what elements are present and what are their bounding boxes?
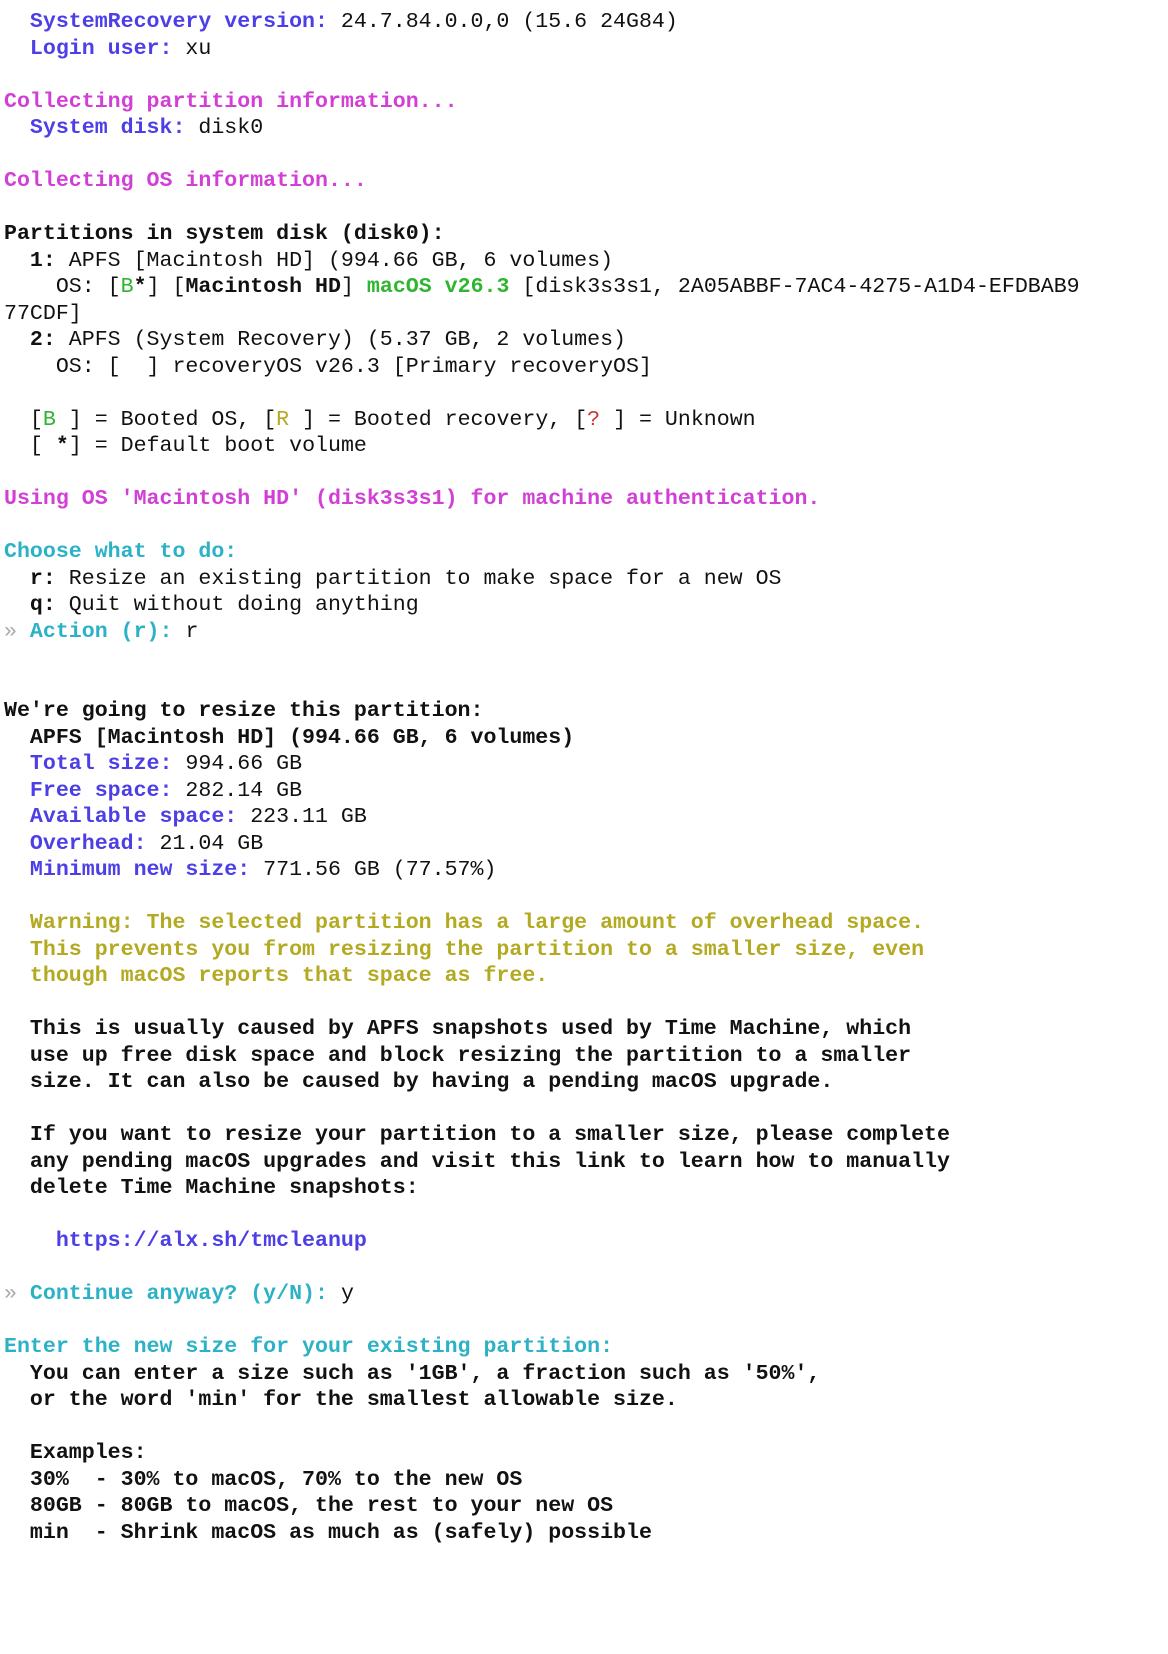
text-segment: This prevents you from resizing the partition to a smaller size, even bbox=[4, 937, 925, 962]
text-segment: OS: [ bbox=[4, 275, 121, 299]
text-segment: Login user: bbox=[4, 36, 173, 61]
terminal-line bbox=[4, 62, 1168, 89]
text-segment: ] bbox=[340, 275, 367, 299]
text-segment: 994.66 GB bbox=[172, 752, 303, 776]
terminal-line bbox=[4, 380, 1168, 407]
text-segment: 77CDF] bbox=[4, 301, 82, 326]
text-segment: B bbox=[42, 407, 56, 432]
text-segment: use up free disk space and block resizing the partition to a smaller bbox=[4, 1043, 912, 1068]
terminal-line bbox=[4, 221, 1168, 248]
terminal-line bbox=[4, 1414, 1168, 1441]
terminal-line bbox=[4, 619, 1168, 646]
terminal-line bbox=[4, 327, 1168, 354]
text-segment: ] = Booted OS, [ bbox=[55, 407, 277, 432]
terminal-line bbox=[4, 1520, 1168, 1547]
text-segment: 1: bbox=[4, 248, 56, 273]
terminal-line bbox=[4, 1122, 1168, 1149]
terminal-line bbox=[4, 1493, 1168, 1520]
terminal-line bbox=[4, 36, 1168, 63]
terminal-line bbox=[4, 486, 1168, 513]
prompt-marker-icon: » bbox=[4, 619, 17, 644]
terminal-line bbox=[4, 433, 1168, 460]
text-segment: Examples: bbox=[4, 1441, 147, 1465]
text-segment: 30% - 30% to macOS, 70% to the new OS bbox=[4, 1467, 523, 1492]
terminal-line bbox=[4, 539, 1168, 566]
text-segment: Collecting OS information... bbox=[4, 169, 367, 193]
terminal-line bbox=[4, 248, 1168, 275]
text-segment: Macintosh HD bbox=[185, 275, 341, 299]
text-segment: 282.14 GB bbox=[172, 778, 303, 803]
terminal-line bbox=[4, 1281, 1168, 1308]
text-segment: You can enter a size such as '1GB', a fraction such as '50%', bbox=[4, 1361, 821, 1386]
text-segment: 223.11 GB bbox=[237, 805, 367, 829]
text-segment: macOS v26.3 bbox=[366, 275, 510, 299]
text-segment: Choose what to do: bbox=[4, 540, 238, 564]
terminal-line bbox=[4, 1387, 1168, 1414]
terminal-line bbox=[4, 937, 1168, 964]
terminal-line bbox=[4, 778, 1168, 805]
text-segment: Continue anyway? (y/N): bbox=[16, 1282, 328, 1306]
text-segment: ] = Booted recovery, [ bbox=[289, 407, 588, 432]
text-segment: or the word 'min' for the smallest allowable size. bbox=[4, 1388, 678, 1412]
text-segment: SystemRecovery version: bbox=[4, 10, 328, 34]
text-segment: 80GB - 80GB to macOS, the rest to your new OS bbox=[4, 1494, 614, 1518]
text-segment: [ bbox=[4, 434, 56, 458]
terminal-line bbox=[4, 195, 1168, 222]
text-segment: q: bbox=[4, 593, 56, 617]
terminal-line bbox=[4, 804, 1168, 831]
text-segment: APFS [Macintosh HD] (994.66 GB, 6 volumes) bbox=[4, 725, 575, 750]
terminal-line bbox=[4, 592, 1168, 619]
text-segment: APFS (System Recovery) (5.37 GB, 2 volumes) bbox=[55, 328, 627, 352]
text-segment: 2: bbox=[4, 328, 56, 352]
terminal-line bbox=[4, 831, 1168, 858]
terminal-line bbox=[4, 513, 1168, 540]
text-segment: Resize an existing partition to make space for a new OS bbox=[55, 566, 782, 591]
text-segment: Available space: bbox=[4, 805, 238, 829]
terminal-line bbox=[4, 460, 1168, 487]
terminal-line bbox=[4, 1361, 1168, 1388]
terminal-line bbox=[4, 142, 1168, 169]
terminal-line bbox=[4, 9, 1168, 36]
text-segment: Quit without doing anything bbox=[55, 593, 419, 617]
text-segment: y bbox=[327, 1282, 354, 1306]
text-segment: 24.7.84.0.0,0 (15.6 24G84) bbox=[327, 10, 678, 34]
text-segment: Free space: bbox=[4, 778, 173, 803]
tmcleanup-link[interactable]: https://alx.sh/tmcleanup bbox=[55, 1229, 367, 1253]
text-segment: 21.04 GB bbox=[146, 831, 264, 856]
terminal-line bbox=[4, 751, 1168, 778]
terminal-line bbox=[4, 354, 1168, 381]
text-segment: B bbox=[120, 275, 134, 299]
text-segment: [ bbox=[4, 407, 43, 432]
text-segment: Total size: bbox=[4, 752, 173, 776]
text-segment: r bbox=[172, 619, 199, 644]
terminal-line bbox=[4, 1467, 1168, 1494]
text-segment bbox=[4, 1229, 56, 1253]
terminal-line bbox=[4, 884, 1168, 911]
text-segment: size. It can also be caused by having a pending macOS upgrade. bbox=[4, 1070, 834, 1094]
text-segment: Minimum new size: bbox=[4, 858, 251, 882]
text-segment: disk0 bbox=[185, 116, 264, 140]
text-segment: r: bbox=[4, 566, 56, 591]
text-segment: [disk3s3s1, 2A05ABBF-7AC4-4275-A1D4-EFDBAB9 bbox=[509, 275, 1080, 299]
terminal-line bbox=[4, 407, 1168, 434]
terminal-line bbox=[4, 1308, 1168, 1335]
terminal-line bbox=[4, 698, 1168, 725]
terminal-line bbox=[4, 1334, 1168, 1361]
text-segment: ] [ bbox=[146, 275, 186, 299]
terminal-line bbox=[4, 1228, 1168, 1255]
text-segment: This is usually caused by APFS snapshots used by Time Machine, which bbox=[4, 1017, 912, 1041]
terminal-line bbox=[4, 566, 1168, 593]
terminal-line bbox=[4, 1255, 1168, 1282]
text-segment: Partitions in system disk (disk0): bbox=[4, 222, 445, 246]
text-segment: min - Shrink macOS as much as (safely) possible bbox=[4, 1520, 652, 1545]
text-segment: OS: [ ] recoveryOS v26.3 [Primary recoveryOS] bbox=[4, 354, 652, 379]
terminal-line bbox=[4, 89, 1168, 116]
text-segment: * bbox=[133, 275, 147, 299]
terminal-output bbox=[4, 9, 1168, 1546]
text-segment: If you want to resize your partition to a smaller size, please complete bbox=[4, 1123, 950, 1147]
text-segment: * bbox=[55, 434, 69, 458]
terminal-line bbox=[4, 1069, 1168, 1096]
terminal-line bbox=[4, 1149, 1168, 1176]
text-segment: xu bbox=[172, 36, 212, 61]
text-segment: Action (r): bbox=[16, 619, 173, 644]
terminal-line bbox=[4, 645, 1168, 672]
text-segment: 771.56 GB (77.57%) bbox=[250, 858, 497, 882]
text-segment: ] = Unknown bbox=[600, 407, 756, 432]
terminal-line bbox=[4, 1096, 1168, 1123]
terminal-line bbox=[4, 1016, 1168, 1043]
terminal-line bbox=[4, 115, 1168, 142]
text-segment: ] = Default boot volume bbox=[68, 434, 367, 458]
text-segment: delete Time Machine snapshots: bbox=[4, 1176, 419, 1200]
text-segment: ? bbox=[587, 407, 601, 432]
text-segment: APFS [Macintosh HD] (994.66 GB, 6 volumes) bbox=[55, 248, 614, 273]
text-segment: any pending macOS upgrades and visit this link to learn how to manually bbox=[4, 1149, 950, 1174]
text-segment: Warning: The selected partition has a large amount of overhead space. bbox=[4, 911, 925, 935]
terminal-line bbox=[4, 725, 1168, 752]
terminal-line bbox=[4, 910, 1168, 937]
terminal-line bbox=[4, 1175, 1168, 1202]
terminal-line bbox=[4, 301, 1168, 328]
terminal-line bbox=[4, 274, 1168, 301]
text-segment: R bbox=[276, 407, 290, 432]
terminal-line bbox=[4, 672, 1168, 699]
terminal-line bbox=[4, 1043, 1168, 1070]
prompt-marker-icon: » bbox=[4, 1282, 17, 1306]
text-segment: Using OS 'Macintosh HD' (disk3s3s1) for machine authentication. bbox=[4, 487, 821, 511]
text-segment: Enter the new size for your existing partition: bbox=[4, 1335, 614, 1359]
text-segment: Collecting partition information... bbox=[4, 89, 458, 114]
text-segment: though macOS reports that space as free. bbox=[4, 964, 549, 988]
terminal-line bbox=[4, 990, 1168, 1017]
terminal-line bbox=[4, 857, 1168, 884]
terminal-line bbox=[4, 168, 1168, 195]
text-segment: Overhead: bbox=[4, 831, 147, 856]
terminal-line bbox=[4, 963, 1168, 990]
text-segment: We're going to resize this partition: bbox=[4, 699, 484, 723]
terminal-line bbox=[4, 1440, 1168, 1467]
terminal-line bbox=[4, 1202, 1168, 1229]
text-segment: System disk: bbox=[4, 116, 186, 140]
